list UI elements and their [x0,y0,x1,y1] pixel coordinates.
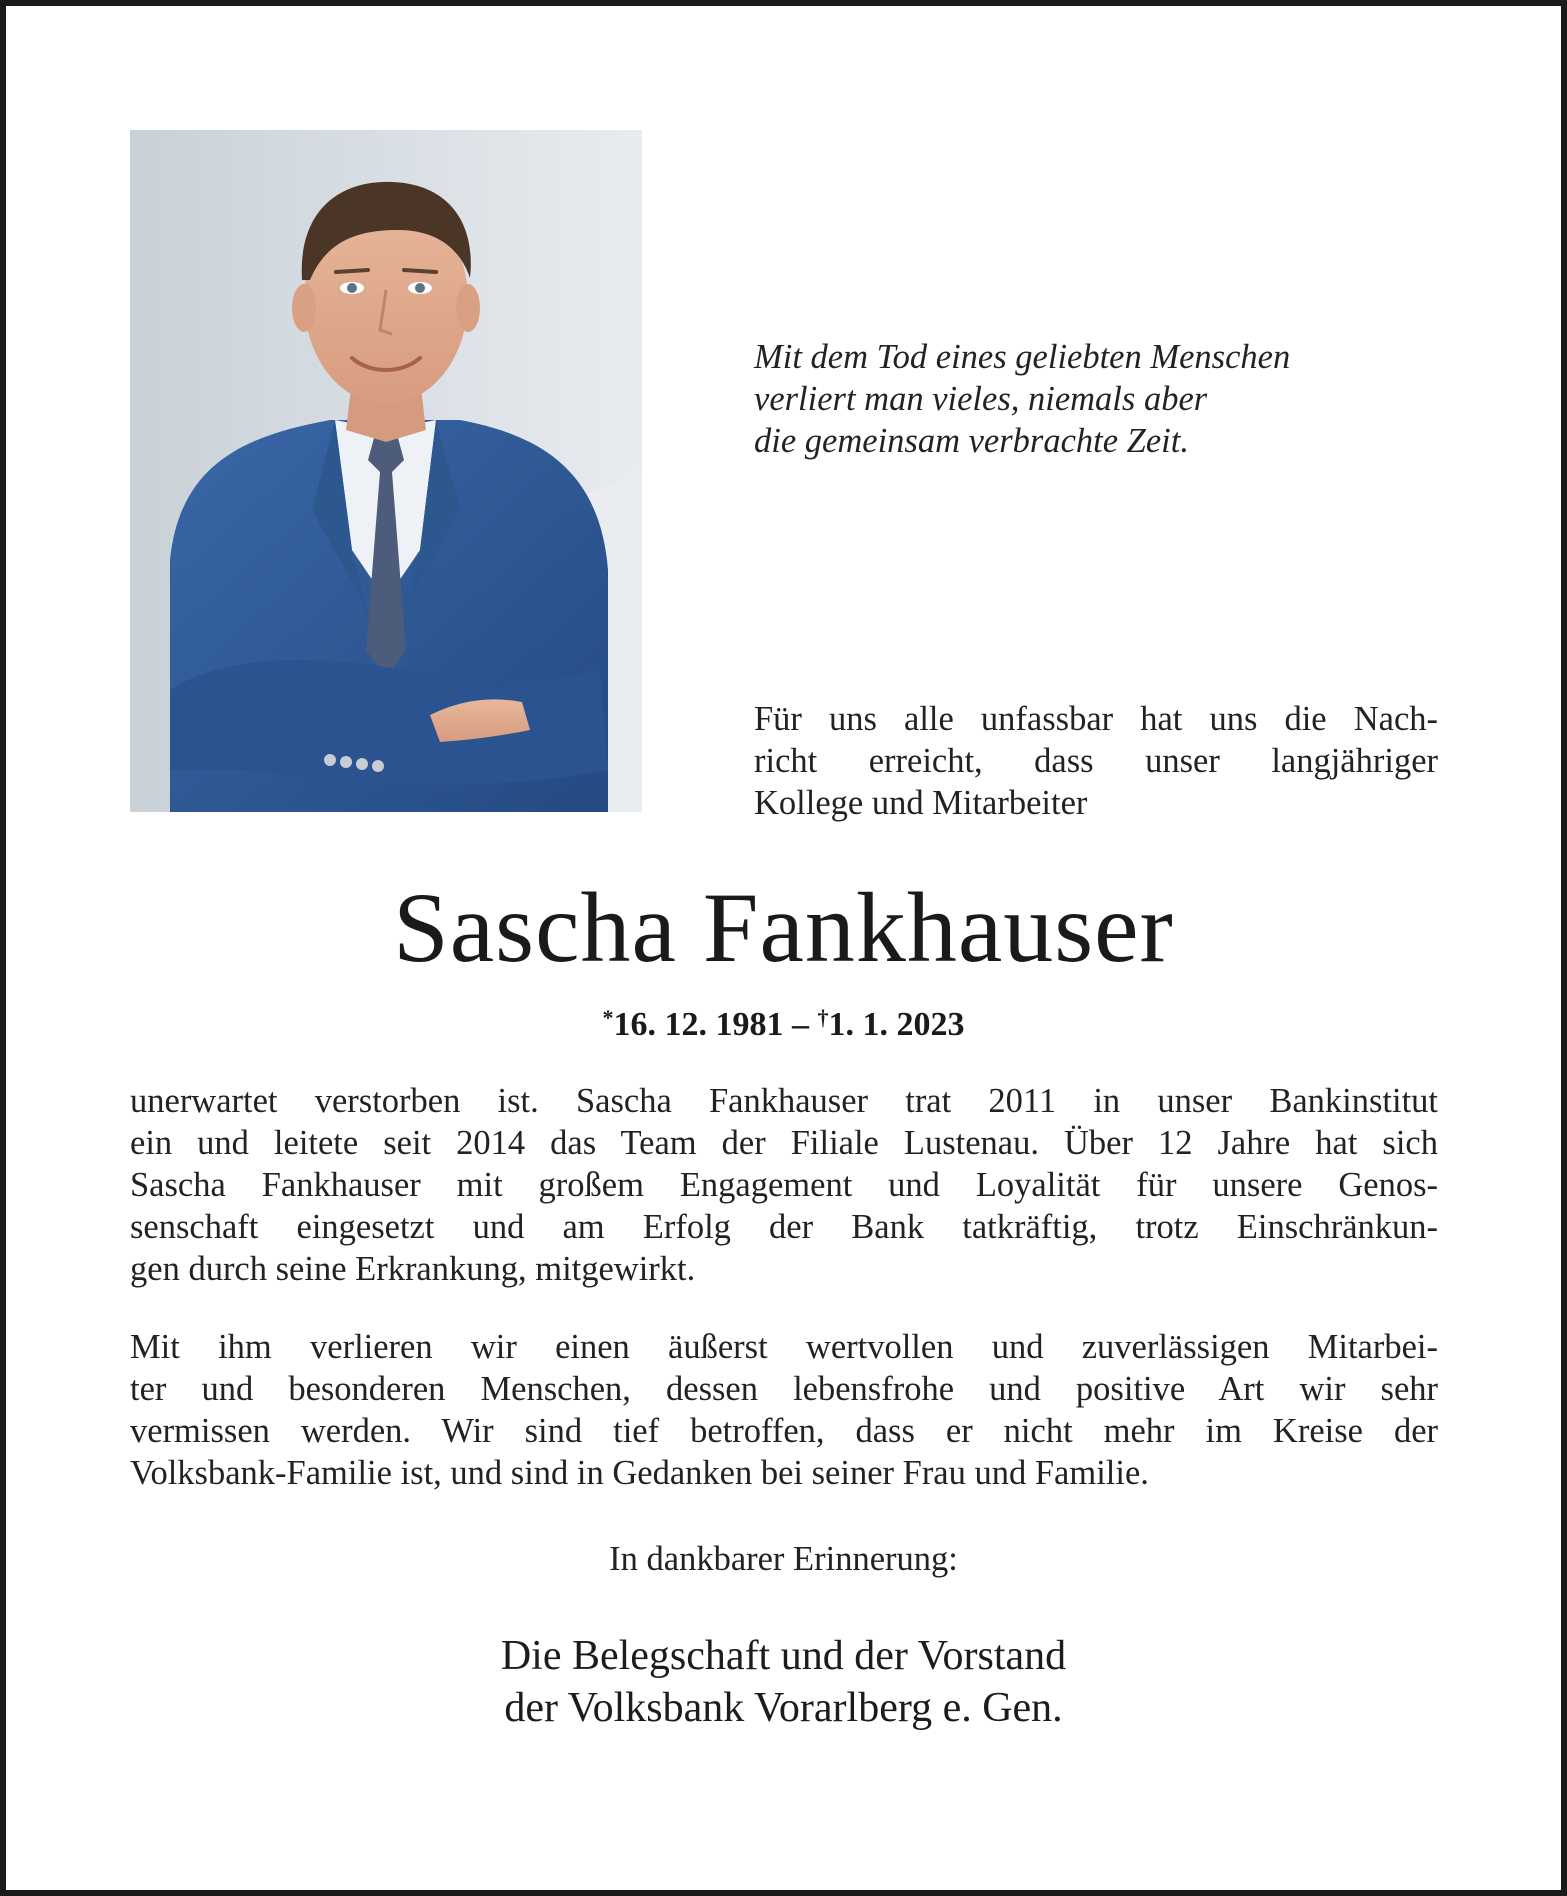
paragraph-line: unerwartet verstorben ist. Sascha Fankhauser trat 2011 in unser Bankinstitut [130,1082,1438,1120]
deceased-name: Sascha Fankhauser [393,872,1174,983]
closing-phrase: In dankbarer Erinnerung: [609,1540,958,1578]
intro-line: Kollege und Mitarbeiter [754,784,1088,822]
paragraph-tribute [130,1080,1438,1290]
paragraph-condolence [130,1326,1438,1494]
quote-line: verliert man vieles, niemals aber [754,380,1208,418]
paragraph-line: vermissen werden. Wir sind tief betroffen, dass er nicht mehr im Kreise der [130,1412,1438,1450]
portrait-illustration [130,130,642,812]
paragraph-line: Sascha Fankhauser mit großem Engagement und Loyalität für unsere Genos- [130,1166,1438,1204]
intro-text [754,698,1438,824]
paragraph-line: Mit ihm verlieren wir einen äußerst wertvollen und zuverlässigen Mitarbei- [130,1328,1438,1366]
signature-line: der Volksbank Vorarlberg e. Gen. [504,1685,1063,1731]
signature-block [0,1630,1567,1734]
signature-line: Die Belegschaft und der Vorstand [500,1633,1067,1679]
death-date: 1. 1. 2023 [828,1006,965,1043]
date-separator: – [783,1006,818,1043]
paragraph-line: ter und besonderen Menschen, dessen lebensfrohe und positive Art wir sehr [130,1370,1438,1408]
quote-line: Mit dem Tod eines geliebten Menschen [754,338,1291,376]
birth-date: 16. 12. 1981 [613,1006,784,1043]
paragraph-line: gen durch seine Erkrankung, mitgewirkt. [130,1250,696,1288]
paragraph-line: senschaft eingesetzt und am Erfolg der Bank tatkräftig, trotz Einschränkun- [130,1208,1438,1246]
quote-block [754,336,1474,462]
death-symbol: † [817,1005,829,1030]
life-dates [0,996,1567,1047]
birth-symbol: * [602,1005,614,1030]
quote-line: die gemeinsam verbrachte Zeit. [754,422,1189,460]
paragraph-line: Volksbank-Familie ist, und sind in Gedanken bei seiner Frau und Familie. [130,1454,1149,1492]
intro-line: Für uns alle unfassbar hat uns die Nach- [754,700,1438,738]
paragraph-line: ein und leitete seit 2014 das Team der Filiale Lustenau. Über 12 Jahre hat sich [130,1124,1438,1162]
portrait-photo [130,130,642,812]
intro-line: richt erreicht, dass unser langjähriger [754,742,1438,780]
